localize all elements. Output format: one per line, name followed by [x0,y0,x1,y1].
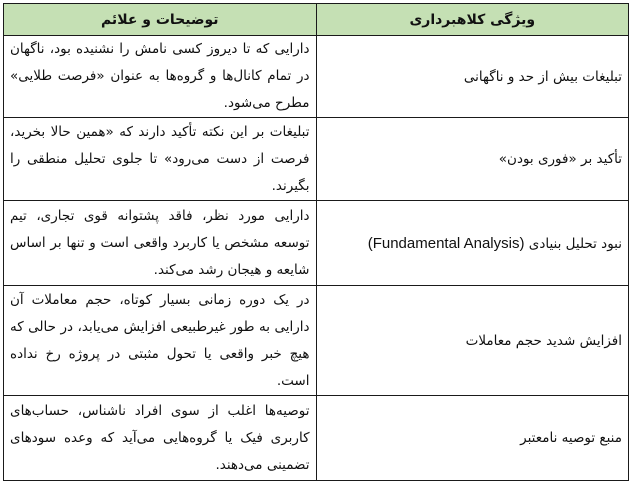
table-row [4,396,629,481]
table-row [4,201,629,286]
feature-cell [316,201,629,286]
description-cell: دارایی مورد نظر، فاقد پشتوانه قوی تجاری، تیم توسعه مشخص یا کاربرد واقعی است و تنها بر اساس شایعه و هیجان رشد می‌کند. [4,201,317,286]
feature-cell: منبع توصیه نامعتبر [316,396,629,481]
feature-cell: تأکید بر «فوری بودن» [316,118,629,201]
header-feature: ویژگی کلاهبرداری [316,4,629,36]
header-description: توضیحات و علائم [4,4,317,36]
table-row [4,286,629,396]
feature-english-term: (Fundamental Analysis) [367,234,525,252]
description-cell: تبلیغات بر این نکته تأکید دارند که «همین حالا بخرید، فرصت از دست می‌رود» تا جلوی تحلیل منطقی را بگیرند. [4,118,317,201]
description-cell: دارایی که تا دیروز کسی نامش را نشنیده بود، ناگهان در تمام کانال‌ها و گروه‌ها به عنوان «فرصت طلایی» مطرح می‌شود. [4,36,317,118]
description-cell: در یک دوره زمانی بسیار کوتاه، حجم معاملات آن دارایی به طور غیرطبیعی افزایش می‌یابد، در حالی که هیچ خبر واقعی یا تحول مثبتی در پروژه رخ نداده است. [4,286,317,396]
table-row [4,118,629,201]
feature-cell: تبلیغات بیش از حد و ناگهانی [316,36,629,118]
description-cell: توصیه‌ها اغلب از سوی افراد ناشناس، حساب‌های کاربری فیک یا گروه‌هایی می‌آید که وعده سودهای تضمینی می‌دهند. [4,396,317,481]
table-header-row [4,4,629,36]
table-row [4,36,629,118]
feature-text: نبود تحلیل بنیادی [528,235,622,252]
feature-cell: افزایش شدید حجم معاملات [316,286,629,396]
scam-features-table [3,3,629,481]
